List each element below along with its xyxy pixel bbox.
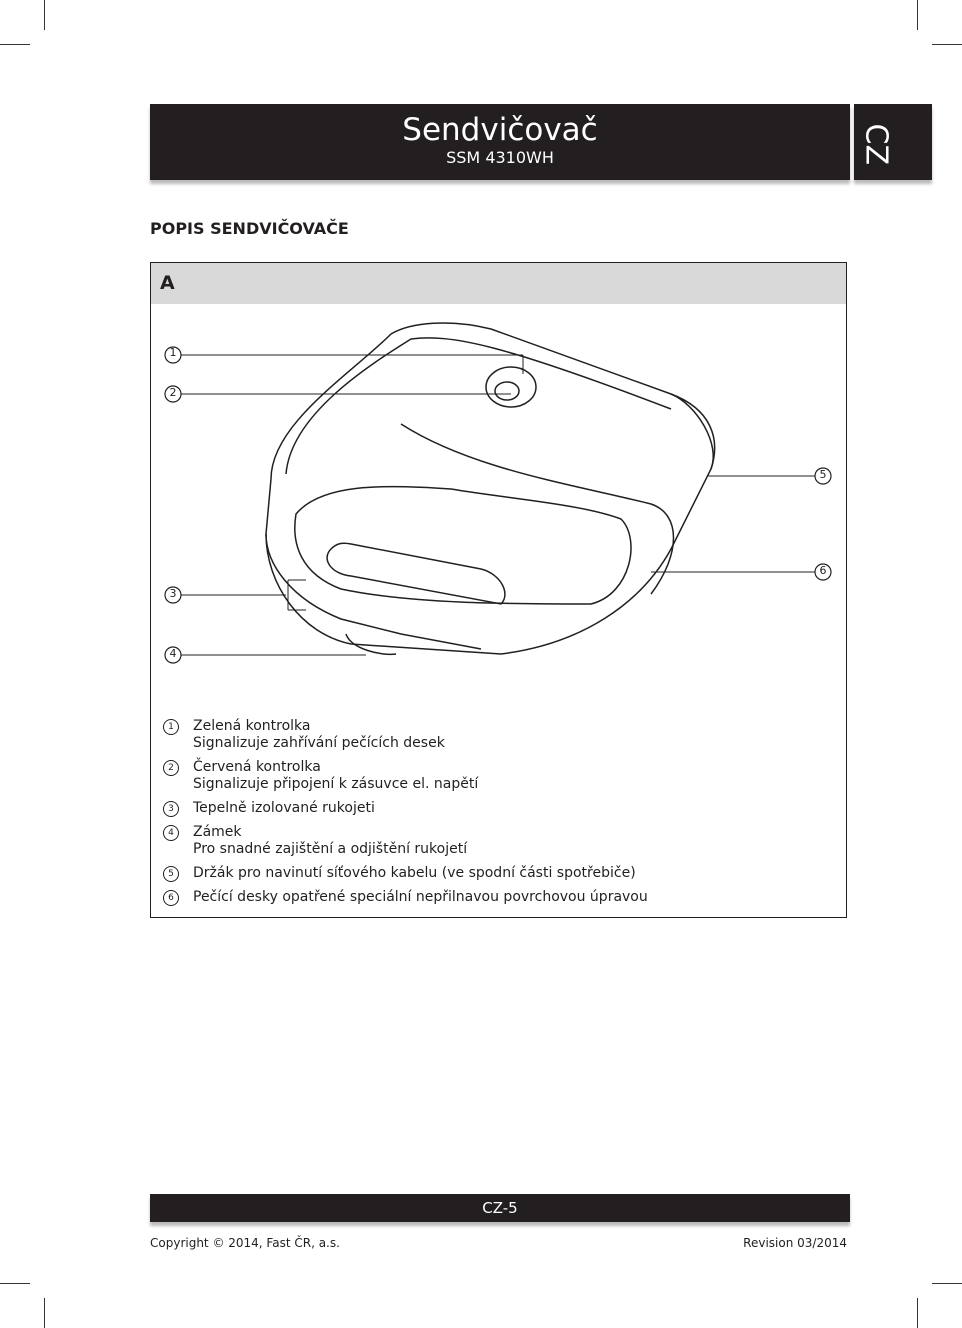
- item-title: Pečící desky opatřené speciální nepřilnavou povrchovou úpravou: [193, 889, 648, 905]
- title-banner: [150, 104, 850, 180]
- language-tab: [854, 104, 932, 180]
- item-desc: Signalizuje zahřívání pečících desek: [193, 735, 445, 751]
- callout-5: 5: [819, 468, 827, 481]
- item-title: Zámek: [193, 824, 242, 840]
- sandwich-maker-diagram: [151, 304, 846, 724]
- item-number: 6: [163, 890, 179, 906]
- item-number: 5: [163, 866, 179, 882]
- crop-mark: [917, 1298, 918, 1328]
- figure-box: [150, 262, 847, 918]
- item-title: Držák pro navinutí síťového kabelu (ve spodní části spotřebiče): [193, 865, 636, 881]
- item-number: 4: [163, 825, 179, 841]
- legend-item: [163, 889, 648, 906]
- figure-label: A: [151, 263, 846, 304]
- callout-1: 1: [169, 346, 177, 359]
- callout-3: 3: [169, 587, 177, 600]
- legend-item: [163, 718, 648, 752]
- parts-legend: [163, 718, 648, 913]
- revision: Revision 03/2014: [743, 1236, 847, 1250]
- item-title: Červená kontrolka: [193, 759, 321, 775]
- legend-item: [163, 800, 648, 817]
- crop-mark: [0, 44, 30, 45]
- crop-mark: [932, 44, 962, 45]
- callout-6: 6: [819, 564, 827, 577]
- section-title: POPIS SENDVIČOVAČE: [150, 219, 349, 238]
- item-number: 2: [163, 760, 179, 776]
- callout-2: 2: [169, 386, 177, 399]
- item-title: Zelená kontrolka: [193, 718, 311, 734]
- legend-item: [163, 759, 648, 793]
- legend-item: [163, 824, 648, 858]
- crop-mark: [0, 1283, 30, 1284]
- item-desc: Pro snadné zajištění a odjištění rukojetí: [193, 841, 468, 857]
- crop-mark: [932, 1283, 962, 1284]
- copyright: Copyright © 2014, Fast ČR, a.s.: [150, 1236, 340, 1250]
- legend-item: [163, 865, 648, 882]
- item-number: 3: [163, 801, 179, 817]
- crop-mark: [44, 0, 45, 30]
- crop-mark: [917, 0, 918, 30]
- page-number-bar: [150, 1194, 850, 1222]
- language-code: CZ: [858, 123, 894, 165]
- crop-mark: [44, 1298, 45, 1328]
- item-desc: Signalizuje připojení k zásuvce el. napětí: [193, 776, 479, 792]
- item-title: Tepelně izolované rukojeti: [193, 800, 375, 816]
- product-title: Sendvičovač: [402, 112, 598, 148]
- item-number: 1: [163, 719, 179, 735]
- model-number: SSM 4310WH: [446, 148, 554, 167]
- page-number: CZ-5: [482, 1199, 518, 1217]
- callout-4: 4: [169, 647, 177, 660]
